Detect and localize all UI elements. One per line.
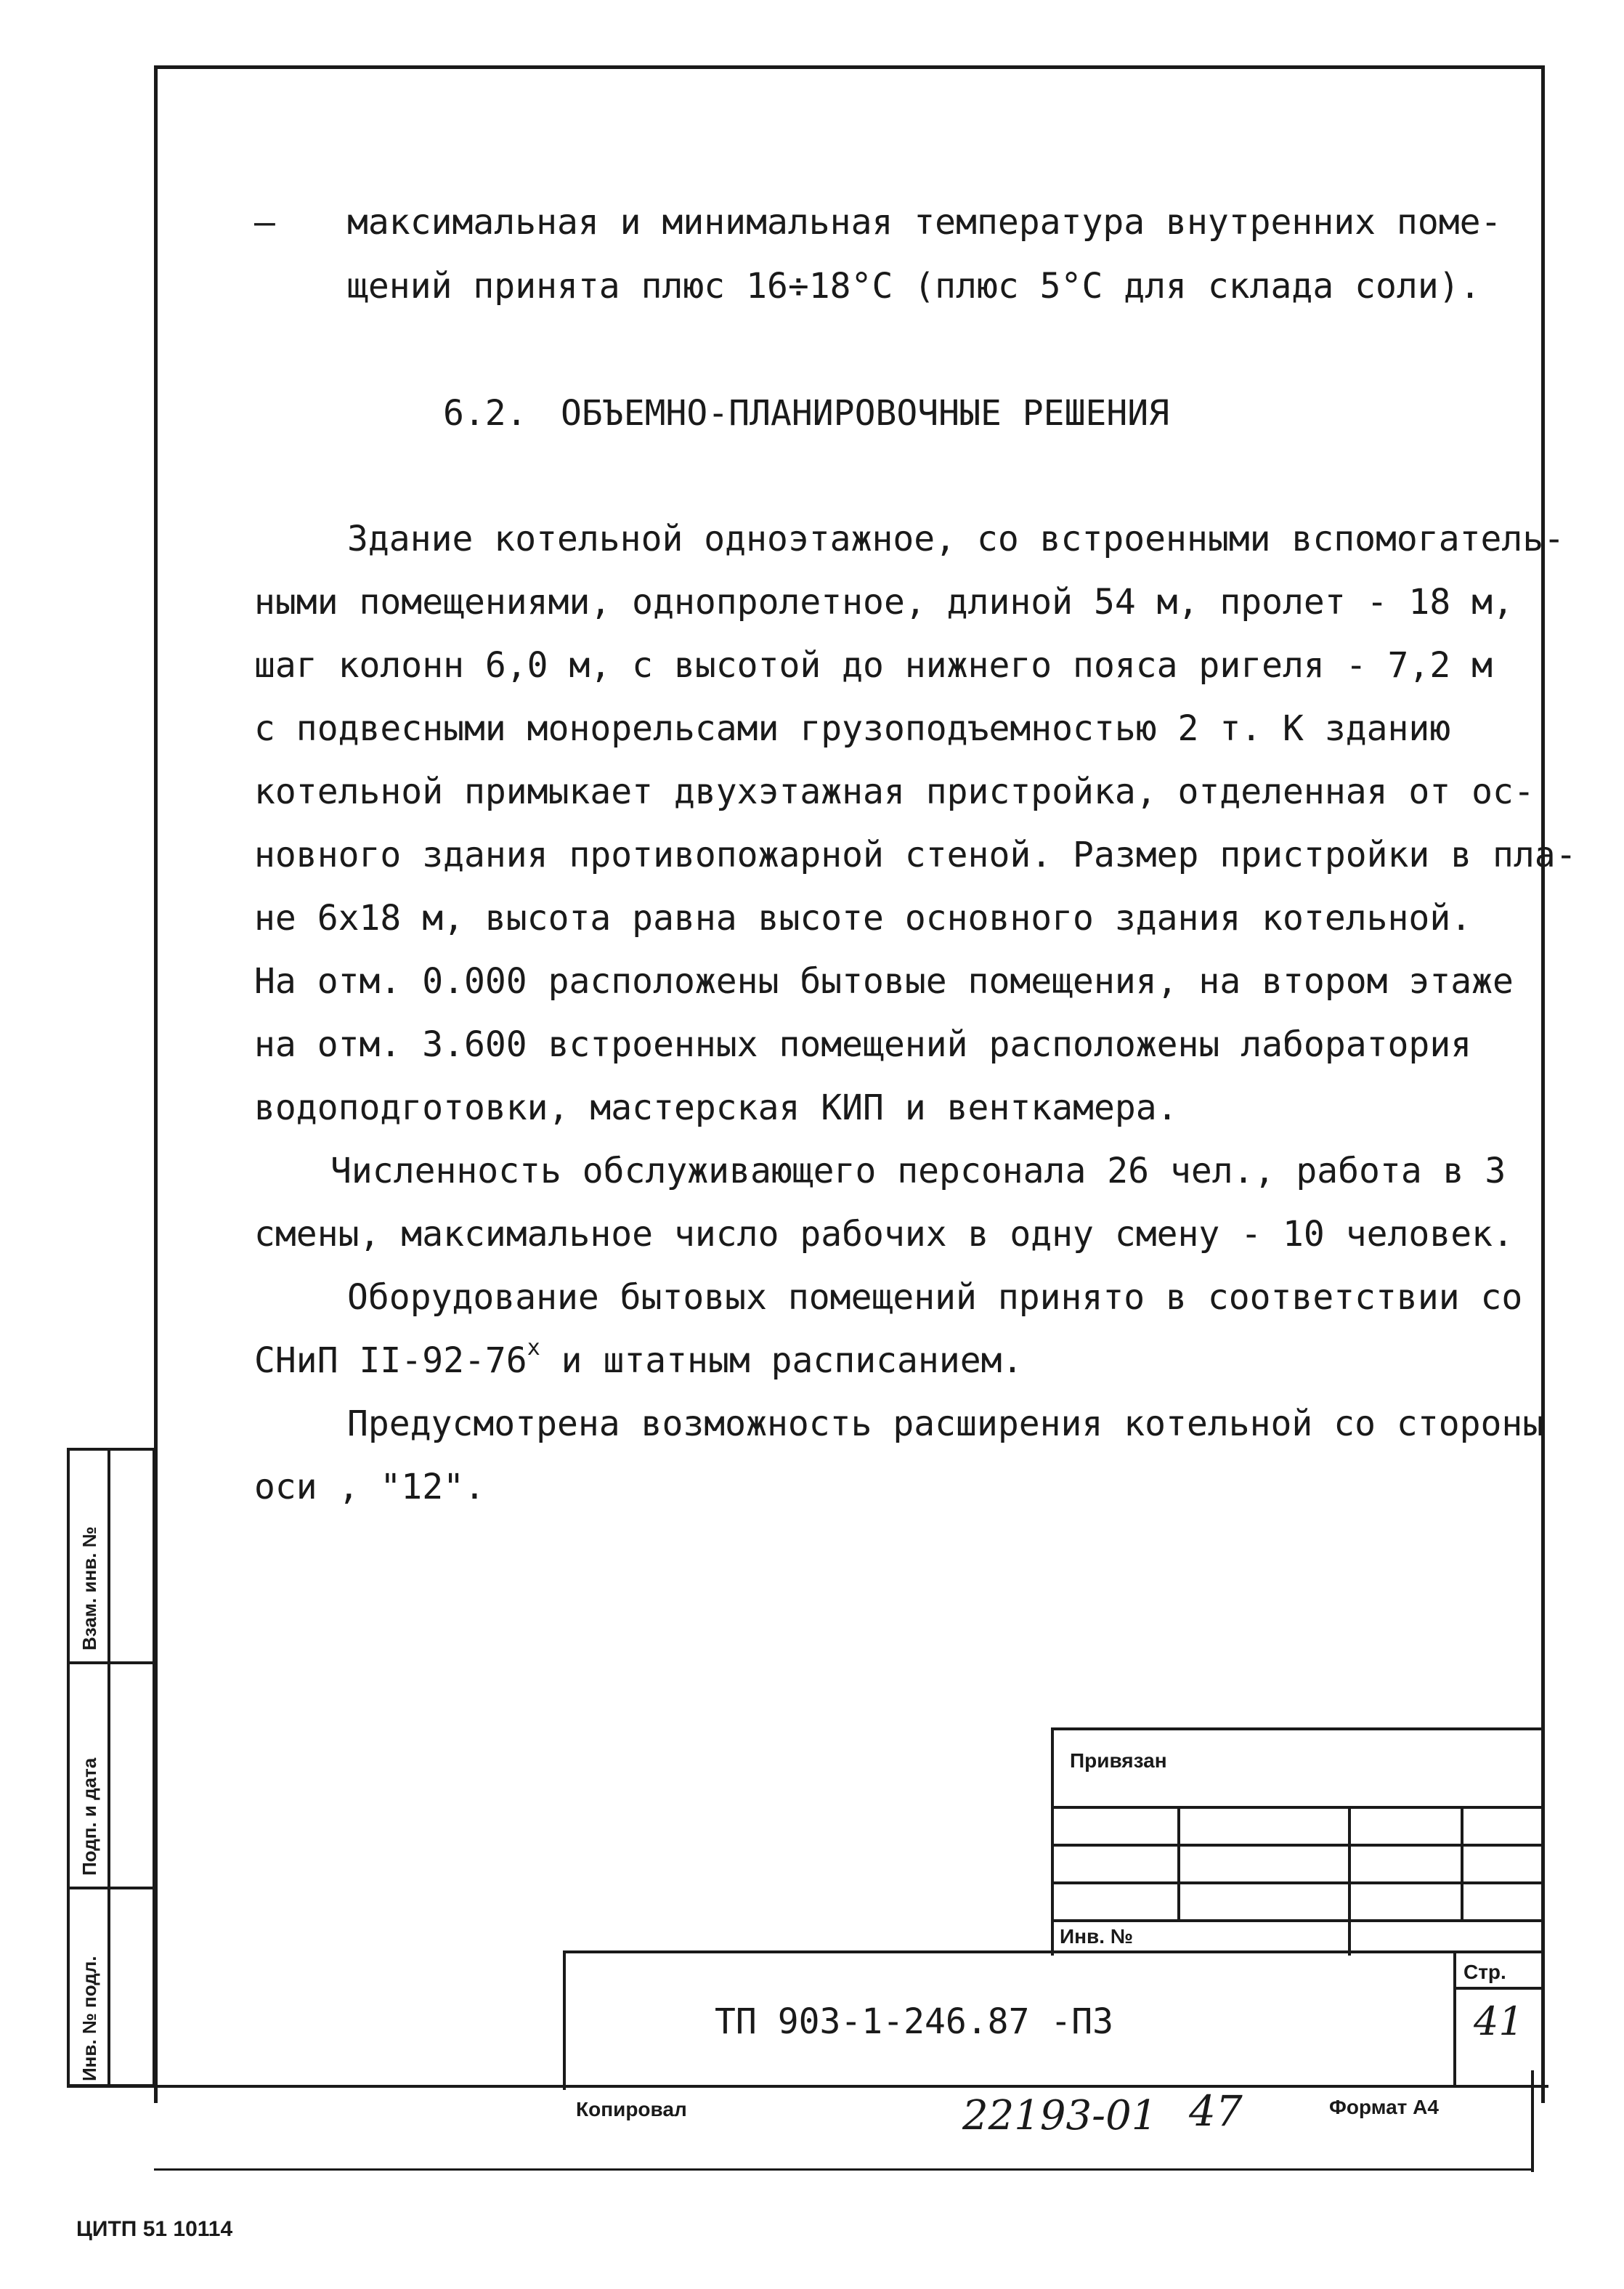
side-label-vzam: Взам. инв. № bbox=[78, 1526, 100, 1650]
snip-code: СНиП II-92-76 bbox=[254, 1340, 527, 1381]
side-table-rule-1 bbox=[70, 1661, 153, 1664]
body-line-5: котельной примыкает двухэтажная пристройка, отделенная от ос- bbox=[254, 771, 1535, 812]
body-line-3: шаг колонн 6,0 м, с высотой до нижнего пояса ригеля - 7,2 м bbox=[254, 645, 1493, 686]
body-line-10: водоподготовки, мастерская КИП и венткамера. bbox=[254, 1087, 1178, 1128]
snip-suffix: х bbox=[527, 1335, 540, 1361]
body-line-2: ными помещениями, однопролетное, длиной 54 м, пролет - 18 м, bbox=[254, 582, 1514, 623]
body-line-9: на отм. 3.600 встроенных помещений расположены лаборатория bbox=[254, 1024, 1472, 1065]
body-line-8: На отм. 0.000 расположены бытовые помещения, на втором этаже bbox=[254, 961, 1514, 1002]
handwritten-sheet: 47 bbox=[1189, 2086, 1243, 2136]
intro-line-1: максимальная и минимальная температура внутренних поме- bbox=[347, 202, 1502, 243]
inv-no-label: Инв. № bbox=[1060, 1925, 1134, 1948]
body-line-15: Предусмотрена возможность расширения котельной со стороны bbox=[347, 1403, 1544, 1444]
section-title: ОБЪЕМНО-ПЛАНИРОВОЧНЫЕ РЕШЕНИЯ bbox=[561, 393, 1170, 434]
privyazan-rule-2 bbox=[1054, 1844, 1544, 1847]
body-line-1: Здание котельной одноэтажное, со встроенными вспомогатель- bbox=[347, 519, 1565, 559]
page-number: 41 bbox=[1474, 1998, 1524, 2044]
copied-label: Копировал bbox=[576, 2098, 687, 2120]
intro-line-2: щений принята плюс 16÷18°С (плюс 5°С для склада соли). bbox=[347, 266, 1481, 307]
section-number: 6.2. bbox=[443, 393, 527, 434]
privyazan-rule-3 bbox=[1054, 1881, 1544, 1884]
body-line-6: новного здания противопожарной стеной. Размер пристройки в пла- bbox=[254, 835, 1577, 875]
privyazan-label: Привязан bbox=[1070, 1749, 1167, 1772]
frame-lower-rule bbox=[154, 2168, 1534, 2171]
side-label-inv-podl: Инв. № подл. bbox=[78, 1956, 100, 2081]
side-table bbox=[67, 1448, 155, 2087]
privyazan-col-2 bbox=[1348, 1806, 1351, 1956]
document-code: ТП 903-1-246.87 -ПЗ bbox=[715, 2001, 1114, 2042]
format-label: Формат А4 bbox=[1329, 2096, 1439, 2118]
body-line-11: Численность обслуживающего персонала 26 чел., работа в 3 bbox=[330, 1151, 1506, 1191]
handwritten-number: 22193-01 bbox=[962, 2092, 1158, 2139]
frame-right-tick bbox=[1531, 2070, 1534, 2172]
privyazan-rule-1 bbox=[1054, 1806, 1544, 1809]
body-line-12: смены, максимальное число рабочих в одну смену - 10 человек. bbox=[254, 1214, 1514, 1255]
intro-dash: – bbox=[254, 202, 275, 243]
body-line-16: оси , "12". bbox=[254, 1467, 485, 1507]
side-table-divider bbox=[107, 1451, 110, 2084]
body-line-4: с подвесными монорельсами грузоподъемностью 2 т. К зданию bbox=[254, 708, 1451, 749]
privyazan-col-1 bbox=[1177, 1806, 1180, 1919]
page-cell-rule bbox=[1453, 1987, 1544, 1990]
body-line-14 bbox=[254, 1335, 1023, 1381]
privyazan-block bbox=[1051, 1727, 1544, 1956]
title-block bbox=[563, 1950, 1544, 2090]
privyazan-rule-4 bbox=[1054, 1919, 1544, 1922]
body-line-13: Оборудование бытовых помещений принято в соответствии со bbox=[347, 1277, 1523, 1318]
side-label-podp: Подп. и дата bbox=[78, 1757, 100, 1876]
body-line-7: не 6х18 м, высота равна высоте основного здания котельной. bbox=[254, 898, 1472, 939]
title-block-divider bbox=[1453, 1953, 1456, 2087]
snip-rest: и штатным расписанием. bbox=[540, 1340, 1023, 1381]
page-label: Стр. bbox=[1463, 1961, 1506, 1983]
printer-mark: ЦИТП 51 10114 bbox=[76, 2217, 233, 2241]
side-table-rule-2 bbox=[70, 1887, 153, 1889]
privyazan-col-3 bbox=[1461, 1806, 1463, 1919]
